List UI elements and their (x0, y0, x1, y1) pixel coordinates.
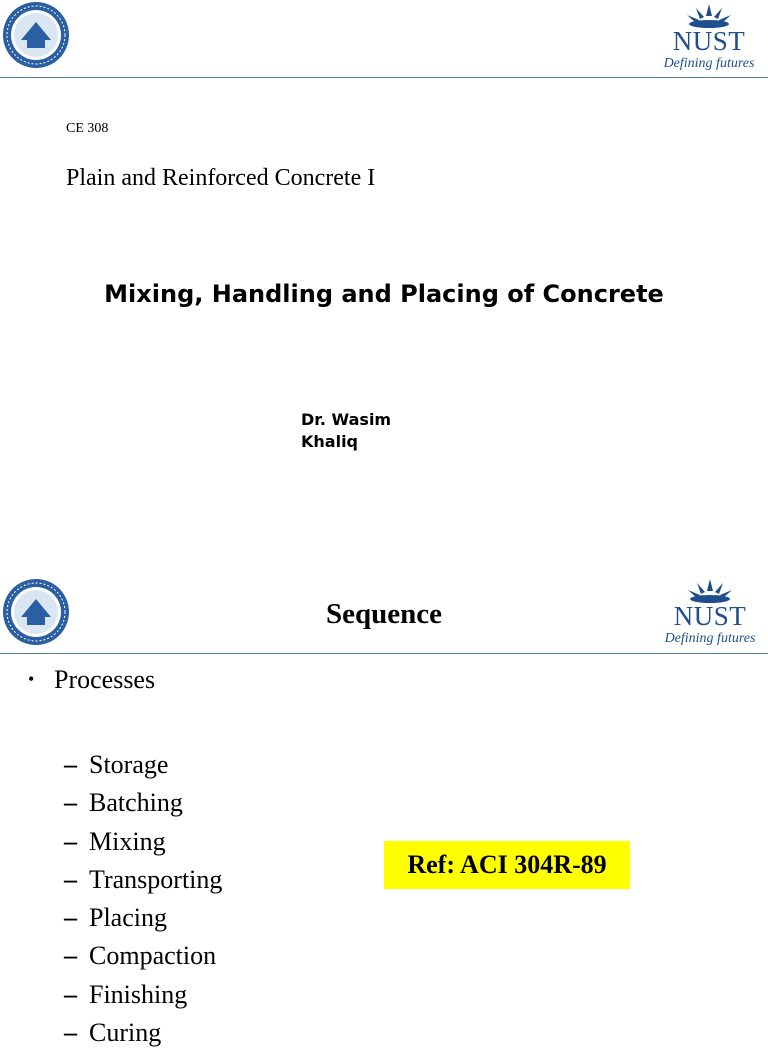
process-label: Curing (89, 1018, 162, 1048)
course-code: CE 308 (66, 121, 109, 136)
dash-marker: – (64, 864, 77, 894)
header-divider (0, 653, 768, 654)
dash-marker: – (64, 788, 77, 818)
dash-marker: – (64, 826, 77, 856)
process-label: Storage (89, 750, 169, 779)
process-item (64, 899, 222, 937)
nust-wordmark: NUST (673, 601, 747, 631)
process-label: Mixing (89, 826, 166, 856)
slide-title: Sequence (326, 598, 442, 630)
course-title: Plain and Reinforced Concrete I (66, 165, 376, 191)
dash-marker: – (64, 1018, 77, 1048)
process-label: Placing (89, 903, 167, 933)
process-item (64, 823, 222, 861)
dash-marker: – (64, 903, 77, 933)
nust-tagline: Defining futures (663, 56, 755, 71)
author-line: Dr. Wasim (301, 410, 392, 429)
process-item (64, 746, 222, 784)
process-list (64, 746, 222, 1052)
dash-marker: – (64, 979, 77, 1009)
author-name (301, 409, 431, 453)
nust-logo (654, 2, 764, 74)
bullet-marker: • (28, 669, 35, 689)
process-item (64, 1014, 222, 1052)
nust-tagline: Defining futures (664, 631, 756, 646)
dash-marker: – (64, 750, 77, 779)
process-item (64, 976, 222, 1014)
sequence-slide (0, 560, 768, 1048)
header-divider (0, 77, 768, 78)
university-seal-logo (1, 0, 71, 70)
process-label: Compaction (89, 941, 217, 971)
bullet-item (28, 665, 155, 695)
nust-wordmark: NUST (672, 26, 746, 56)
process-label: Finishing (89, 979, 188, 1009)
reference-callout: Ref: ACI 304R-89 (384, 841, 630, 889)
bullet-text: Processes (54, 665, 156, 694)
lecture-title: Mixing, Handling and Placing of Concrete (104, 280, 664, 308)
process-item (64, 937, 222, 975)
process-label: Batching (89, 788, 183, 818)
dash-marker: – (64, 941, 77, 971)
process-label: Transporting (89, 864, 223, 894)
process-item (64, 784, 222, 822)
process-item (64, 861, 222, 899)
author-line: Khaliq (301, 432, 359, 451)
